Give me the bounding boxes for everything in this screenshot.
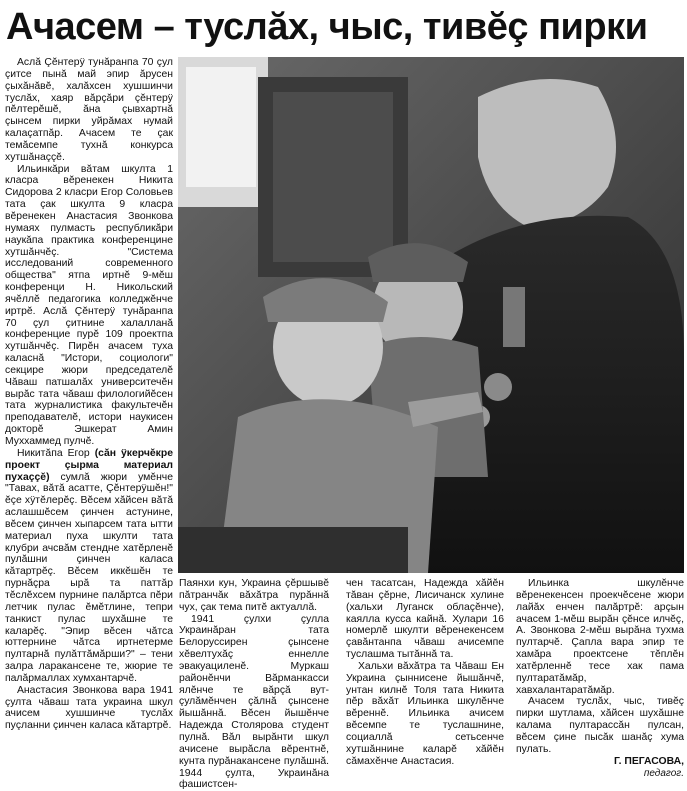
paragraph: Ильинка шкулĕнче вĕренекенсен проекчĕсене жюри лайăх енчен палăртрĕ: арçын ачасем 1-мĕш вырăн çĕнсе илчĕç, А. Звонкова 2-мĕш вырăна тухма пултарчĕ. Çапла вара эпир те хамăра проектсене тĕплĕн хатĕрленнĕ тесе хак пама пултаратăмăр, хавхалантаратăмăр. xyxy=(516,578,684,696)
paragraph: Хальхи вăхăтра та Чăваш Ен Украина çыннисене йышăнчĕ, унтан килнĕ Толя тата Никита пĕр вăхăт Ильинка шкулĕнче вĕреннĕ. Ильинка ачисем вĕсемпе те туслашнине, социаллă сетьсенче хутшăннине каларĕ хăйĕн сăмахĕнче Анастасия. xyxy=(346,660,504,767)
paragraph xyxy=(5,448,173,685)
paragraph: Ильинкăри вăтам шкулта 1 класра вĕренекен Никита Сидорова 2 класри Егор Соловьев тата çак шкулта 9 класра вĕренекен Анастасия Звонкова нумаях пулмасть республикăри наукăпа практика конференцине хутшăнчĕç. "Система исследований современного общества" ятпа иртнĕ 9-мĕш конференци Н. Никольский ячĕллĕ педагогика колледжĕнче иртрĕ. Аслă Çĕнтерÿ тунăранпа 70 çул çитнине халалланă конференцие пурĕ 109 проектпа хутшăнчĕç. Пирĕн ачасем туха каласнă "Истори, социологи" секцире жюри председателĕ Чăваш патшалăх университечĕн вырăс тата чăваш филологийĕсен тата журналистика факультечĕн преподавателĕ, истори наукисен докторĕ Эшкерат Амин Муххаммед пулчĕ. xyxy=(5,163,173,447)
author-role: педагог. xyxy=(643,767,684,779)
paragraph-lead: Никитăпа Егор xyxy=(17,447,90,459)
article-photo xyxy=(178,57,684,573)
photo-icon xyxy=(178,57,684,573)
article-column-1 xyxy=(5,57,173,777)
photo-caption-inline: (сăн ÿкерчĕкре проект çырма материал пухаççĕ) xyxy=(5,447,173,483)
author-signature xyxy=(516,756,684,780)
author-name: Г. ПЕГАСОВА, xyxy=(614,755,684,767)
headline: Ачасем – туслăх, чыс, тивĕç пирки xyxy=(6,6,648,48)
article-column-2 xyxy=(179,578,329,791)
paragraph: Паянхи кун, Украина çĕршывĕ пăтранчăк вăхăтра пурăннă чух, çак тема питĕ актуаллă. xyxy=(179,578,329,613)
article-column-4 xyxy=(516,578,684,777)
paragraph: 1941 çулхи çулла Украинăран тата Белоруссирен çынсене хĕвелтухăç еннелле эвакуациленĕ. Муркаш районĕнчи Вăрманкасси ялĕнче те вăрçă вут-çулăмĕнчен çăлнă çынсене йышăннă. Вĕсен йышĕнче Надежда Столярова студент пулнă. Вăл вырăнти шкул ачисене вырăсла вĕрентнĕ, кунта пурăнакансене пулăшнă. 1944 çулта, Украинăна фашистсен- xyxy=(179,613,329,791)
paragraph: Аслă Çĕнтерÿ тунăранпа 70 çул çитсе пынă май эпир ăрусен çыхăнăвĕ, халăхсен хушшинчи туслăх, хаяр вăрçăри çĕнтерÿ пĕлтерĕшĕ, ăна çывхартнă çынсем пирки уйрăмах нумай калаçатпăр. Ачасем те çак темăсемпе тухнă конкурса хутшăнаççĕ. xyxy=(5,57,173,163)
article-column-3 xyxy=(346,578,504,777)
paragraph: Ачасем туслăх, чыс, тивĕç пирки шутлама, хăйсен шухăшне калама пултарассăн пулсан, вĕсем çине пысăк шанăç хума пулать. xyxy=(516,696,684,755)
paragraph: Анастасия Звонкова вара 1941 çулта чăваш тата украина шкул ачисем хушшинче туслăх пуçланни çинчен каласа кăтартрĕ. xyxy=(5,684,173,732)
paragraph: чен тасатсан, Надежда хăйĕн тăван çĕрне, Лисичанск хулине (хальхи Луганск облаçĕнче), каялла кусса кайнă. Хулари 16 номерлĕ шкулти вĕренекенсем çавăнтанпа чăваш ачисемпе туслашма тытăннă та. xyxy=(346,578,504,661)
paragraph-text: сумлă жюри умĕнче "Тавах, вăтă асатте, Çĕнтерÿшĕн!" ĕçе хÿтĕлерĕç. Вĕсем хăйсен вăтă аслашшĕсем çинчен астунине, вĕсем çинчен хыпарсем тата ытти материал пуха шкулти тата клубри ачсвăм стендне хатĕрленĕ пулăшни çинчен каласа кăтартрĕç. Вĕсем иккĕшĕн те пурнăçра ырă та паттăр тĕслĕхсем пурнине палăртса пĕри летчик пулас ĕмĕтлине, тепри танкист пулас шухăшне те каларĕç. "Эпир вĕсен чăтса юттернине чăтса иртнетерме пултарнă пулăттăмăрши?" – тени залра ларакансене те, жюрие те палăрмаллах хумхантарчĕ. xyxy=(5,471,173,684)
